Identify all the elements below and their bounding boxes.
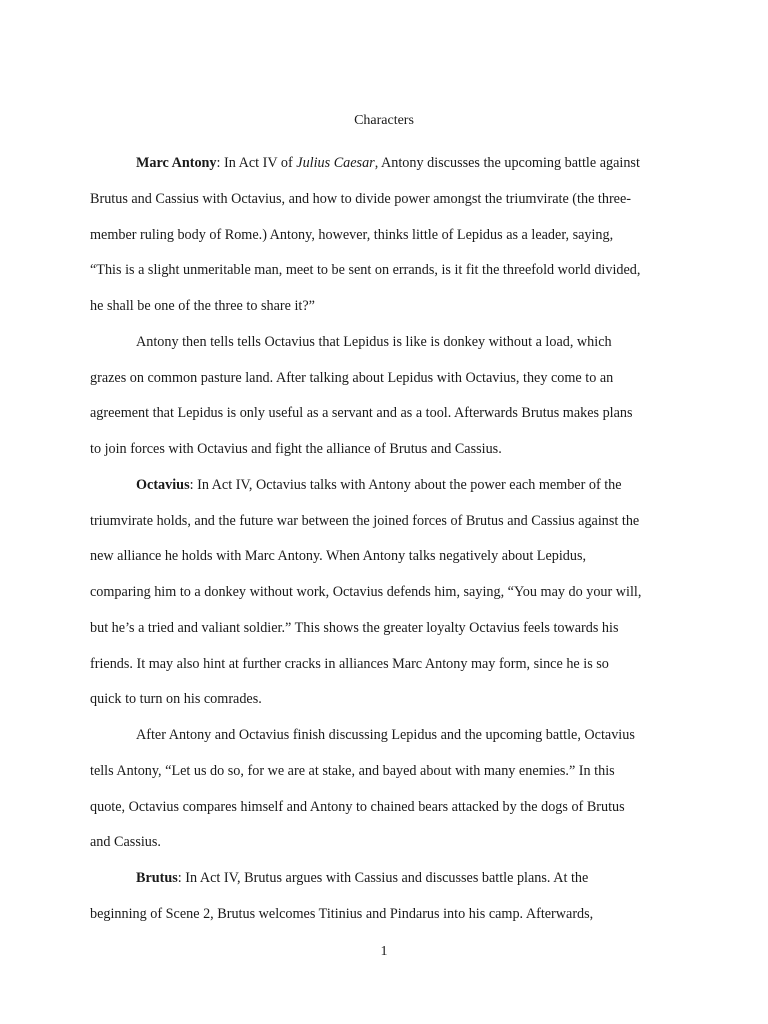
text-segment: : In Act IV, Brutus argues with Cassius and discusses battle plans. At the — [177, 870, 589, 886]
text-segment: and Cassius. — [90, 834, 161, 851]
text-line — [90, 182, 686, 218]
text-line — [90, 396, 686, 432]
text-segment: Antony then tells tells Octavius that Lepidus is like is donkey without a load, which — [136, 333, 612, 350]
text-line — [90, 289, 686, 325]
text-line — [90, 361, 686, 397]
text-segment: tells Antony, “Let us do so, for we are at stake, and bayed about with many enemies.” In this — [90, 762, 615, 779]
text-segment: “This is a slight unmeritable man, meet to be sent on errands, is it fit the threefold world divided, — [90, 262, 641, 279]
text-segment: new alliance he holds with Marc Antony. When Antony talks negatively about Lepidus, — [90, 548, 587, 565]
text-segment: comparing him to a donkey without work, Octavius defends him, saying, “You may do your will, — [90, 584, 642, 600]
document-body — [90, 146, 686, 933]
text-segment: beginning of Scene 2, Brutus welcomes Titinius and Pindarus into his camp. Afterwards, — [90, 905, 594, 922]
text-line — [90, 861, 686, 897]
text-line — [90, 468, 686, 504]
text-line — [90, 218, 686, 254]
text-segment: member ruling body of Rome.) Antony, however, thinks little of Lepidus as a leader, saying, — [90, 226, 614, 243]
text-line — [90, 611, 686, 647]
text-line — [90, 790, 686, 826]
text-segment: quick to turn on his comrades. — [90, 691, 262, 708]
text-segment: he shall be one of the three to share it?” — [90, 298, 315, 314]
text-line — [90, 539, 686, 575]
character-name: Marc Antony — [136, 155, 217, 171]
text-line — [90, 825, 686, 861]
text-segment: : In Act IV of — [216, 155, 297, 171]
text-segment: After Antony and Octavius finish discussing Lepidus and the upcoming battle, Octavius — [136, 727, 635, 743]
text-segment: : In Act IV, Octavius talks with Antony about the power each member of the — [189, 476, 622, 493]
text-segment: quote, Octavius compares himself and Antony to chained bears attacked by the dogs of Brutus — [90, 798, 625, 815]
text-segment: to join forces with Octavius and fight the alliance of Brutus and Cassius. — [90, 441, 502, 457]
text-segment: but he’s a tried and valiant soldier.” This shows the greater loyalty Octavius feels towards his — [90, 619, 619, 636]
text-segment: friends. It may also hint at further cracks in alliances Marc Antony may form, since he is so — [90, 655, 609, 672]
text-segment: Brutus and Cassius with Octavius, and how to divide power amongst the triumvirate (the three- — [90, 190, 631, 207]
text-line — [90, 682, 686, 718]
text-line — [90, 253, 686, 289]
text-segment: grazes on common pasture land. After talking about Lepidus with Octavius, they come to an — [90, 369, 614, 386]
text-line — [90, 897, 686, 933]
text-line — [90, 504, 686, 540]
page-number: 1 — [380, 944, 388, 959]
text-line — [90, 325, 686, 361]
character-name: Brutus — [136, 870, 178, 886]
text-line — [90, 754, 686, 790]
text-line — [90, 146, 686, 182]
text-line — [90, 647, 686, 683]
text-line — [90, 432, 686, 468]
text-segment: agreement that Lepidus is only useful as a servant and as a tool. Afterwards Brutus makes plans — [90, 405, 633, 422]
text-segment: , Antony discusses the upcoming battle against — [374, 155, 640, 171]
character-name: Octavius — [136, 476, 190, 493]
text-line — [90, 718, 686, 754]
work-title: Julius Caesar — [296, 155, 375, 171]
text-segment: triumvirate holds, and the future war between the joined forces of Brutus and Cassius against the — [90, 512, 640, 529]
page-title: Characters — [354, 113, 414, 128]
text-line — [90, 575, 686, 611]
